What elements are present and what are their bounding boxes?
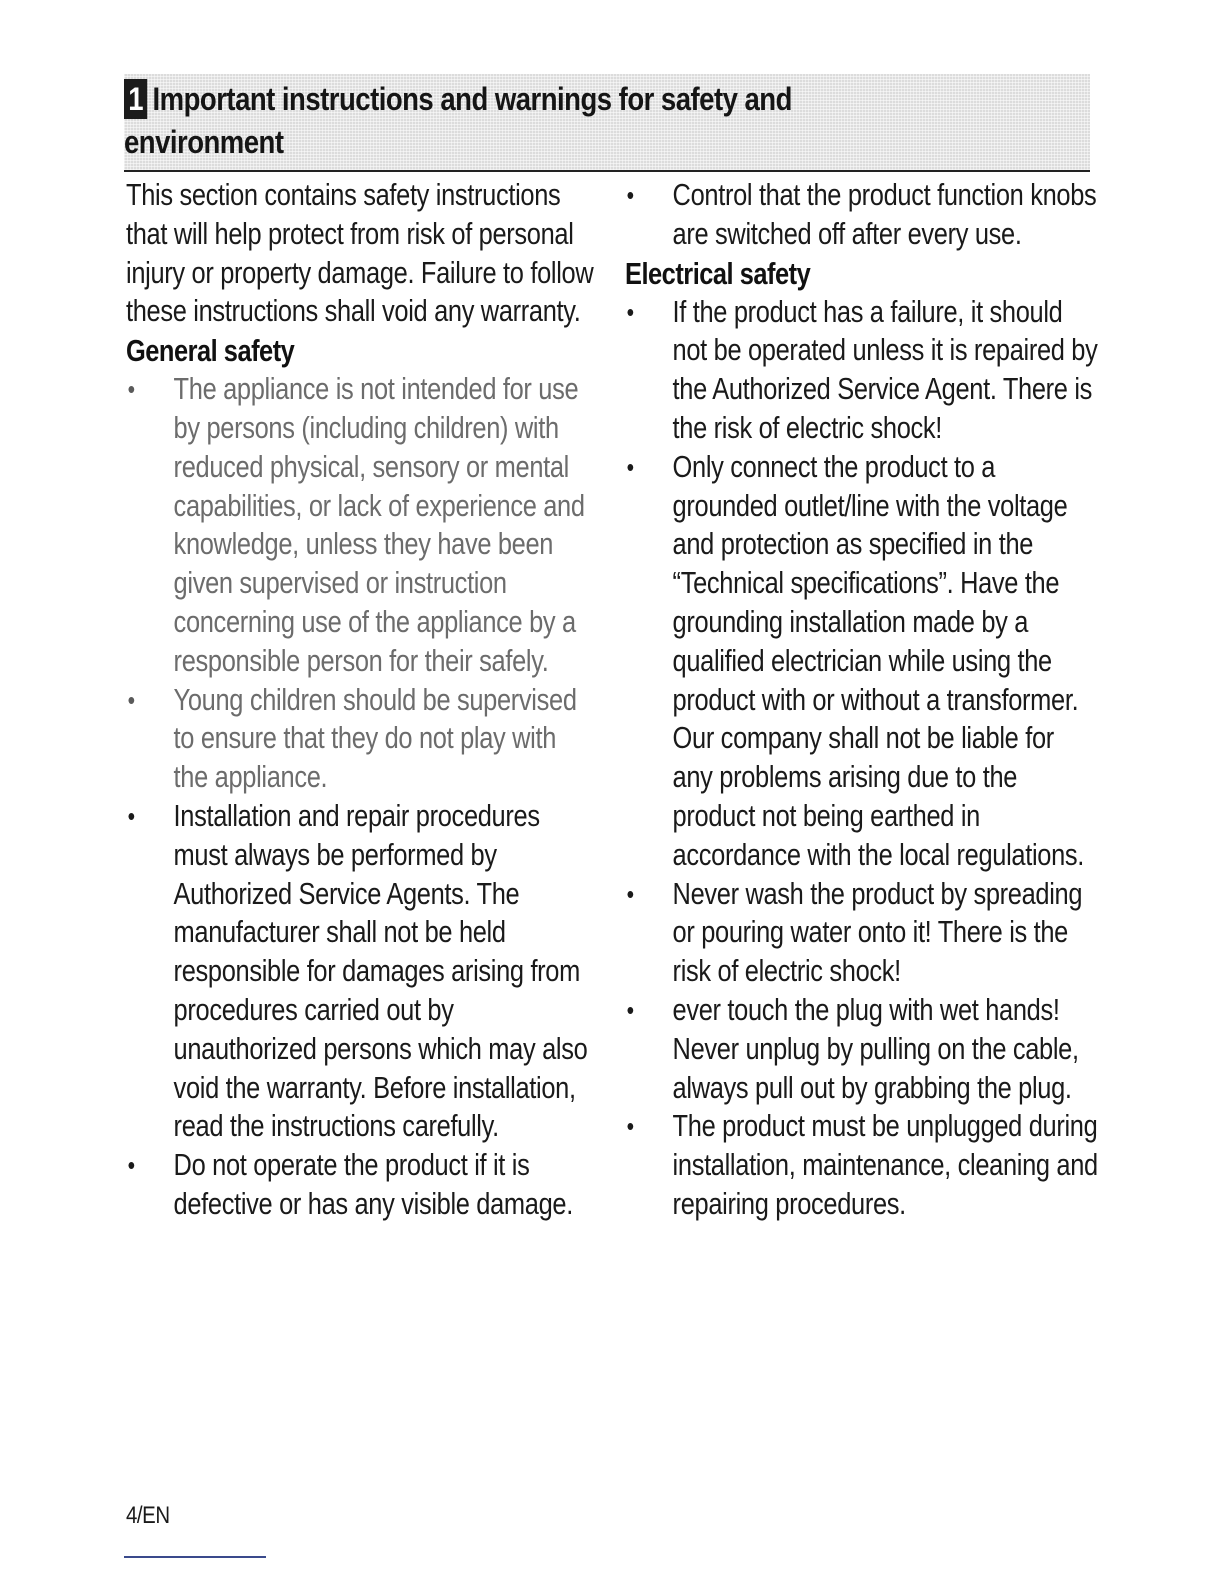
- list-item: [625, 875, 1100, 991]
- list-item: [625, 293, 1100, 448]
- bullet-icon: •: [626, 296, 634, 327]
- electrical-safety-heading: Electrical safety: [625, 255, 811, 291]
- list-item-text: Never wash the product by spreading or pouring water onto it! There is the risk of electric shock!: [672, 875, 1083, 989]
- list-item-text: If the product has a failure, it should not be operated unless it is repaired by the Authorized Service Agent. There is the risk of electric shock!: [672, 293, 1098, 445]
- list-item-text: Installation and repair procedures must always be performed by Authorized Service Agents. The manufacturer shall not be held responsible for damages arising from procedures carried out by unauthorized persons which may also void the warranty. Before installation, read the instructions carefully.: [173, 797, 588, 1144]
- general-safety-list: [126, 370, 596, 1224]
- list-item: [625, 1107, 1100, 1223]
- general-safety-heading: General safety: [126, 333, 295, 369]
- list-item: [625, 991, 1100, 1107]
- bullet-icon: •: [127, 684, 135, 715]
- bullet-icon: •: [127, 374, 135, 405]
- list-item-text: The appliance is not intended for use by persons (including children) with reduced physical, sensory or mental capabilities, or lack of experience and knowledge, unless they have been given supervised or instruction concerning use of the appliance by a responsible person for their safely.: [173, 371, 585, 678]
- left-column: [126, 176, 596, 1224]
- bullet-icon: •: [127, 1150, 135, 1181]
- list-item-text: Control that the product function knobs are switched off after every use.: [672, 177, 1097, 251]
- electrical-safety-list: [625, 293, 1100, 1224]
- intro-paragraph: This section contains safety instructions that will help protect from risk of personal injury or property damage. Failure to follow these instructions shall void any warranty.: [126, 177, 594, 329]
- bullet-icon: •: [127, 800, 135, 831]
- section-title: [124, 78, 898, 164]
- list-item-text: Do not operate the product if it is defective or has any visible damage.: [173, 1147, 573, 1221]
- right-column: [625, 176, 1100, 1224]
- list-item-text: Young children should be supervised to ensure that they do not play with the appliance.: [173, 681, 577, 795]
- general-safety-list-continued: [625, 176, 1100, 254]
- section-title-line2: environment: [124, 124, 284, 160]
- list-item: [126, 681, 596, 797]
- section-number-badge: 1: [124, 79, 147, 119]
- list-item-text: The product must be unplugged during installation, maintenance, cleaning and repairing procedures.: [672, 1108, 1098, 1221]
- section-title-line1: Important instructions and warnings for safety and: [152, 81, 792, 117]
- list-item: [625, 448, 1100, 875]
- bullet-icon: •: [626, 180, 634, 210]
- list-item: [625, 176, 1100, 254]
- list-item-text: ever touch the plug with wet hands! Never unplug by pulling on the cable, always pull out by grabbing the plug.: [672, 991, 1079, 1105]
- list-item-text: Only connect the product to a grounded outlet/line with the voltage and protection as specified in the “Technical specifications”. Have the grounding installation made by a qualified electrician while using the product with or without a transformer. Our company shall not be liable for any problems arising due to the product not being earthed in accordance with the local regulations.: [672, 448, 1085, 872]
- bullet-icon: •: [626, 451, 634, 482]
- list-item: [126, 370, 596, 680]
- list-item: [126, 1146, 596, 1224]
- footer-divider: [124, 1556, 266, 1558]
- list-item: [126, 797, 596, 1146]
- page-number: 4/EN: [126, 1502, 170, 1529]
- bullet-icon: •: [626, 994, 634, 1025]
- bullet-icon: •: [626, 878, 634, 909]
- bullet-icon: •: [626, 1111, 634, 1142]
